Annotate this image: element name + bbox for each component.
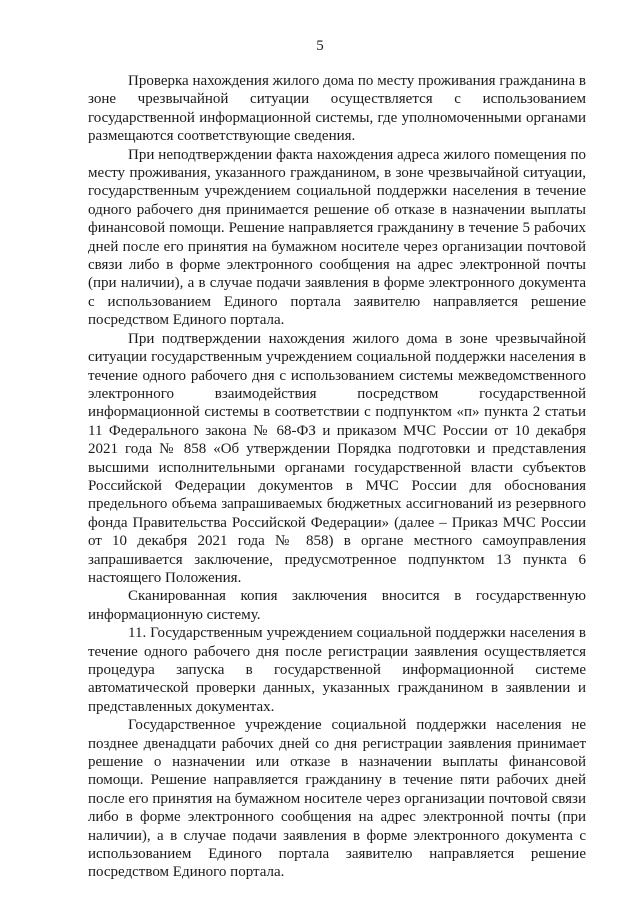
page-number: 5 [316, 38, 324, 54]
paragraph-6: Государственное учреждение социальной поддержки населения не позднее двенадцати рабочих дней со дня регистрации заявления принимает решение о назначении или отказе в назначении выплаты финансовой помощи. Решение направляется гражданину в течение пяти рабочих дней после его принятия на бумажном носителе через организации почтовой связи либо в форме электронного сообщения на адрес электронной почты (при наличии), а в случае подачи заявления в форме электронного документа с использованием Единого портала заявителю направляется решение посредством Единого портала. [88, 717, 586, 881]
paragraph-1: Проверка нахождения жилого дома по месту проживания гражданина в зоне чрезвычайной ситуации осуществляется с использованием государственной информационной системы, где уполномоченными органами размещаются соответствующие сведения. [88, 73, 586, 145]
document-body [88, 72, 586, 882]
paragraph-4: Сканированная копия заключения вносится в государственную информационную систему. [88, 588, 586, 623]
paragraph-5: 11. Государственным учреждением социальной поддержки населения в течение одного рабочего дня после регистрации заявления осуществляется процедура запуска в государственной информационной системе автоматической проверки данных, указанных гражданином в заявлении и представленных документах. [88, 625, 586, 715]
paragraph-3: При подтверждении нахождения жилого дома в зоне чрезвычайной ситуации государственным учреждением социальной поддержки населения в течение одного рабочего дня с использованием системы межведомственного электронного взаимодействия посредством государственной информационной системы в соответствии с подпунктом «п» пункта 2 статьи 11 Федерального закона № 68-ФЗ и приказом МЧС России от 10 декабря 2021 года № 858 «Об утверждении Порядка подготовки и представления высшими исполнительными органами государственной власти субъектов Российской Федерации документов в МЧС России для обоснования предельного объема запрашиваемых бюджетных ассигнований из резервного фонда Правительства Российской Федерации» (далее – Приказ МЧС России от 10 декабря 2021 года № 858) в органе местного самоуправления запрашивается заключение, предусмотренное подпунктом 13 пункта 6 настоящего Положения. [88, 330, 586, 586]
paragraph-2: При неподтверждении факта нахождения адреса жилого помещения по месту проживания, указанного гражданином, в зоне чрезвычайной ситуации, государственным учреждением социальной поддержки населения в течение одного рабочего дня принимается решение об отказе в назначении выплаты финансовой помощи. Решение направляется гражданину в течение 5 рабочих дней после его принятия на бумажном носителе через организации почтовой связи либо в форме электронного сообщения на адрес электронной почты (при наличии), а в случае подачи заявления в форме электронного документа с использованием Единого портала заявителю направляется решение посредством Единого портала. [88, 146, 586, 329]
